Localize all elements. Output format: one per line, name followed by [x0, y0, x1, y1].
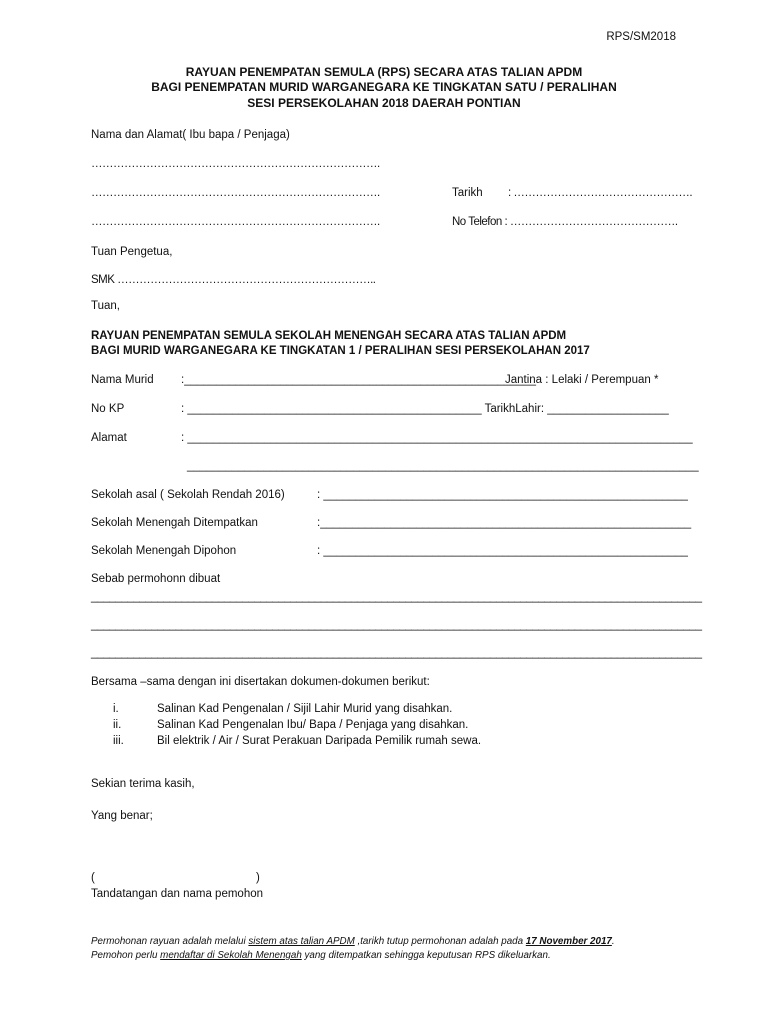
title-line-3: SESI PERSEKOLAHAN 2018 DAERAH PONTIAN [247, 96, 521, 110]
tarikh-label: Tarikh [452, 187, 483, 199]
no-kp-label: No KP [91, 403, 125, 415]
alamat-line-1: : _______________________________________________________________________________ [181, 432, 693, 444]
attachment-num: ii. [113, 719, 122, 731]
telefon-field: No Telefon : ………………………………………. [452, 216, 678, 228]
sebab-label: Sebab permohonn dibuat [91, 573, 221, 585]
ditempatkan-field: :__________________________________________________________ [317, 517, 692, 529]
doc-reference: RPS/SM2018 [606, 31, 676, 43]
attachments-intro: Bersama –sama dengan ini disertakan dokumen-dokumen berikut: [91, 676, 430, 688]
attachment-num: i. [113, 703, 119, 715]
footer-text: yang ditempatkan sehingga keputusan RPS dikeluarkan. [301, 950, 551, 961]
footer-deadline: 17 November 2017 [525, 936, 612, 947]
sender-blank-3: ……………………………………………………………………. [91, 216, 380, 228]
footer-text: ,tarikh tutup permohonan adalah pada [354, 936, 526, 947]
footer-note-1 [91, 936, 615, 947]
ditempatkan-label: Sekolah Menengah Ditempatkan [91, 517, 258, 529]
attachment-num: iii. [113, 735, 124, 747]
sender-blank-2: ……………………………………………………………………. [91, 187, 380, 199]
signature-caption: Tandatangan dan nama pemohon [91, 888, 264, 900]
sender-label: Nama dan Alamat( Ibu bapa / Penjaga) [91, 129, 290, 141]
nama-murid-label: Nama Murid [91, 374, 154, 386]
sender-blank-1: ……………………………………………………………………. [91, 158, 380, 170]
recipient-title: Tuan Pengetua, [91, 246, 173, 258]
subject-line-1: RAYUAN PENEMPATAN SEMULA SEKOLAH MENENGAH SECARA ATAS TALIAN APDM [91, 330, 567, 342]
subject-line-2: BAGI MURID WARGANEGARA KE TINGKATAN 1 / PERALIHAN SESI PERSEKOLAHAN 2017 [91, 345, 590, 357]
jantina-field: Jantina : Lelaki / Perempuan * [505, 374, 659, 386]
no-kp-field: : ______________________________________________ TarikhLahir: ___________________ [181, 403, 669, 415]
footer-text: Pemohon perlu [91, 950, 161, 961]
signature-paren-close: ) [256, 872, 260, 884]
alamat-line-2: ________________________________________________________________________________ [187, 460, 699, 472]
alamat-label: Alamat [91, 432, 127, 444]
footer-emphasis: mendaftar di Sekolah Menengah [160, 950, 302, 961]
attachment-item: Bil elektrik / Air / Surat Perakuan Daripada Pemilik rumah sewa. [157, 735, 482, 747]
title-line-1: RAYUAN PENEMPATAN SEMULA (RPS) SECARA ATAS TALIAN APDM [185, 65, 583, 79]
closing-yours: Yang benar; [91, 810, 153, 822]
dipohon-label: Sekolah Menengah Dipohon [91, 545, 237, 557]
attachment-item: Salinan Kad Pengenalan / Sijil Lahir Murid yang disahkan. [157, 703, 453, 715]
footer-note-2 [91, 950, 551, 961]
recipient-school: SMK …………………………………………………………….. [91, 274, 376, 286]
footer-text: Permohonan rayuan adalah melalui [91, 936, 249, 947]
sekolah-asal-label: Sekolah asal ( Sekolah Rendah 2016) [91, 489, 285, 501]
title-line-2: BAGI PENEMPATAN MURID WARGANEGARA KE TINGKATAN SATU / PERALIHAN [151, 80, 617, 94]
footer-emphasis: sistem atas talian APDM [248, 936, 355, 947]
footer-text: . [611, 936, 615, 947]
sebab-line-3: _____________________________________________________________________________________________________ [91, 647, 702, 659]
nama-murid-field: :_______________________________________________________ [181, 374, 536, 386]
salutation: Tuan, [91, 300, 120, 312]
sebab-line-1: _____________________________________________________________________________________________________ [91, 591, 702, 603]
dipohon-field: : _________________________________________________________ [317, 545, 688, 557]
tarikh-blank: : …………………………………………. [508, 187, 693, 199]
sebab-line-2: _____________________________________________________________________________________________________ [91, 619, 702, 631]
attachment-item: Salinan Kad Pengenalan Ibu/ Bapa / Penjaga yang disahkan. [157, 719, 469, 731]
closing-thanks: Sekian terima kasih, [91, 778, 195, 790]
signature-paren-open: ( [91, 872, 95, 884]
sekolah-asal-field: : _________________________________________________________ [317, 489, 688, 501]
